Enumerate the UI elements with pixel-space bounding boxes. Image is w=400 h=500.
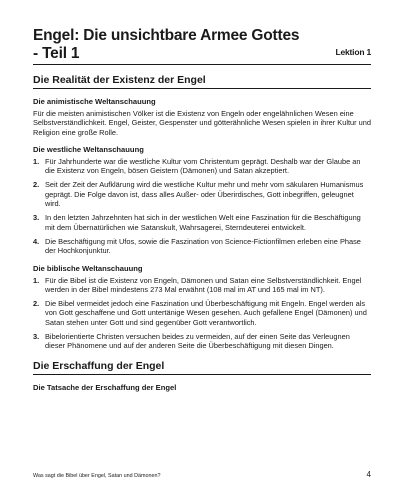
list-item	[33, 237, 371, 256]
subheading-western: Die westliche Weltanschauung	[33, 144, 144, 154]
list-item	[33, 213, 371, 232]
list-item	[33, 299, 371, 327]
subheading-biblical: Die biblische Weltanschauung	[33, 263, 143, 273]
paragraph-animistic: Für die meisten animistischen Völker ist die Existenz von Engeln oder engelähnlichen Wesen eine Selbstverständlichkeit. Engel, Geister, Gespenster und götterähnliche Wesen spielen in ihrer Kultur und Religion eine große Rolle.	[33, 109, 371, 137]
lesson-label: Lektion 1	[335, 47, 371, 57]
list-item-number: 2.	[33, 299, 40, 309]
list-item-number: 3.	[33, 213, 40, 223]
list-item	[33, 276, 371, 295]
list-western	[33, 157, 371, 256]
list-item-text: In den letzten Jahrzehnten hat sich in der westlichen Welt eine Faszination für die Beschäftigung mit dem Übernatürlichen wie Satanskult, Wahrsagerei, Sterndeuterei entwickelt.	[45, 213, 361, 232]
title-row	[33, 44, 371, 65]
title-line-2: - Teil 1	[33, 45, 80, 62]
section-heading-creation: Die Erschaffung der Engel	[33, 360, 371, 375]
page-footer	[33, 470, 371, 479]
subheading-creation-fact: Die Tatsache der Erschaffung der Engel	[33, 382, 177, 392]
page-number: 4	[366, 470, 371, 479]
footer-text: Was sagt die Bibel über Engel, Satan und Dämonen?	[33, 473, 161, 479]
list-item-text: Für die Bibel ist die Existenz von Engeln, Dämonen und Satan eine Selbstverständlichkeit. Engel werden in der Bibel mindestens 273 Mal erwähnt (108 mal im AT und 165 mal im NT).	[45, 275, 362, 294]
list-item	[33, 180, 371, 208]
list-item-number: 3.	[33, 332, 40, 342]
list-item-text: Die Bibel vermeidet jedoch eine Faszination und Überbeschäftigung mit Engeln. Engel werden als von Gott geschaffene und Gott untertänige Wesen gesehen. Auch gefallene Engel (Dämonen) und Satan stehen unter Gott und sind gegenüber Gott verantwortlich.	[45, 299, 367, 327]
document-title	[33, 27, 371, 65]
list-item-text: Die Beschäftigung mit Ufos, sowie die Faszination von Science-Fictionfilmen erleben eine Phase der Hochkonjunktur.	[45, 236, 361, 256]
list-item-text: Für Jahrhunderte war die westliche Kultur vom Christentum geprägt. Deshalb war der Glaube an die Existenz von Engeln, bösen Geistern (Dämonen) und Satan akzeptiert.	[45, 156, 361, 176]
document-page	[33, 27, 371, 395]
list-item-text: Bibelorientierte Christen versuchen beides zu vermeiden, auf der einen Seite das Verleugnen dieser Phänomene und auf der anderen Seite die Überbeschäftigung mit diesen Dingen.	[45, 332, 350, 351]
subheading-animistic: Die animistische Weltanschauung	[33, 97, 156, 106]
list-item-number: 1.	[33, 156, 40, 166]
list-item-text: Seit der Zeit der Aufklärung wird die westliche Kultur mehr und mehr vom säkularen Humanismus geprägt. Die Folge davon ist, dass alles Außer- oder Überirdisches, Gott inbegriffen, geleugnet wird.	[45, 180, 364, 209]
list-biblical	[33, 276, 371, 351]
section-heading-reality: Die Realität der Existenz der Engel	[33, 74, 371, 89]
list-item-number: 1.	[33, 275, 40, 285]
list-item	[33, 332, 371, 351]
title-line-1: Engel: Die unsichtbare Armee Gottes	[33, 27, 300, 44]
list-item-number: 2.	[33, 180, 40, 190]
list-item-number: 4.	[33, 236, 40, 246]
list-item	[33, 157, 371, 176]
